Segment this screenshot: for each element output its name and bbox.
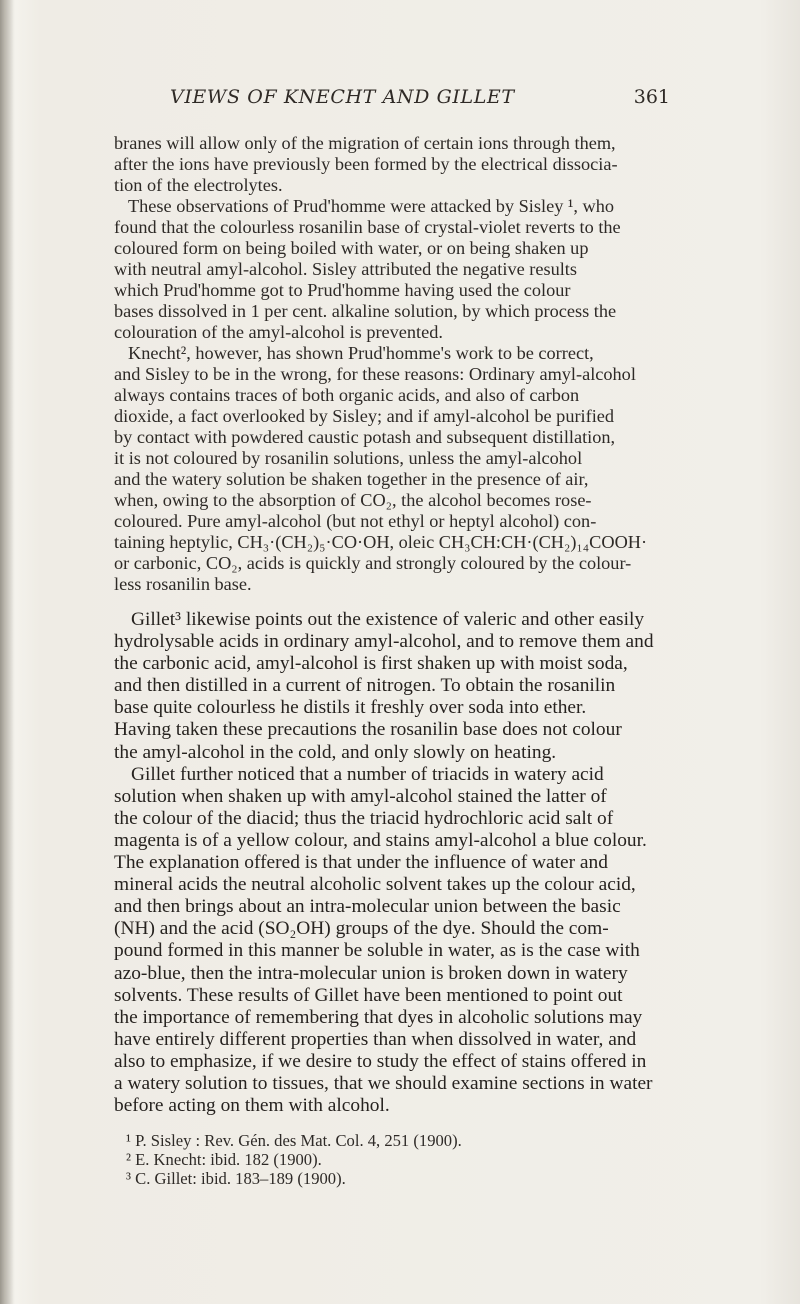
text-line: Knecht², however, has shown Prud'homme's work to be correct,: [128, 343, 594, 363]
body-text: [114, 133, 704, 1188]
paragraph-4: [114, 609, 704, 764]
text-line: it is not coloured by rosanilin solutions, unless the amyl-alcohol: [114, 448, 583, 468]
paragraph-1: [114, 133, 704, 196]
text-line: taining heptylic, CH₃·(CH₂)₅·CO·OH, oleic CH₃CH:CH·(CH₂)₁₄COOH·: [114, 532, 648, 552]
paragraph-3: [114, 343, 704, 595]
text-line: and then distilled in a current of nitrogen. To obtain the rosanilin: [114, 675, 616, 697]
text-line: less rosanilin base.: [114, 574, 252, 594]
page-binding-shadow: [0, 0, 14, 1304]
text-line: branes will allow only of the migration of certain ions through them,: [114, 133, 616, 153]
text-line: which Prud'homme got to Prud'homme having used the colour: [114, 280, 571, 300]
text-line: solvents. These results of Gillet have been mentioned to point out: [114, 984, 623, 1006]
text-line: before acting on them with alcohol.: [114, 1095, 390, 1117]
text-line: hydrolysable acids in ordinary amyl-alcohol, and to remove them and: [114, 631, 654, 653]
text-line: solution when shaken up with amyl-alcohol stained the latter of: [114, 785, 607, 807]
text-line: found that the colourless rosanilin base of crystal-violet reverts to the: [114, 217, 621, 237]
text-line: have entirely different properties than when dissolved in water, and: [114, 1028, 637, 1050]
running-head: VIEWS OF KNECHT AND GILLET: [170, 86, 515, 108]
text-line: azo-blue, then the intra-molecular union is broken down in watery: [114, 962, 628, 984]
text-line: also to emphasize, if we desire to study the effect of stains offered in: [114, 1050, 647, 1072]
footnote: ¹ P. Sisley : Rev. Gén. des Mat. Col. 4, 251 (1900).: [126, 1131, 462, 1151]
text-line: base quite colourless he distils it freshly over soda into ether.: [114, 697, 587, 719]
text-line: mineral acids the neutral alcoholic solvent takes up the colour acid,: [114, 874, 636, 896]
text-line: the importance of remembering that dyes in alcoholic solutions may: [114, 1006, 643, 1028]
text-line: colouration of the amyl-alcohol is prevented.: [114, 322, 443, 342]
text-line: Gillet further noticed that a number of triacids in watery acid: [131, 763, 604, 785]
text-line: dioxide, a fact overlooked by Sisley; and if amyl-alcohol be purified: [114, 406, 615, 426]
text-line: the amyl-alcohol in the cold, and only slowly on heating.: [114, 741, 557, 763]
text-line: These observations of Prud'homme were attacked by Sisley ¹, who: [128, 196, 615, 216]
text-line: by contact with powdered caustic potash and subsequent distillation,: [114, 427, 616, 447]
text-line: bases dissolved in 1 per cent. alkaline solution, by which process the: [114, 301, 617, 321]
text-section-lower: [114, 609, 704, 1117]
text-line: always contains traces of both organic acids, and also of carbon: [114, 385, 580, 405]
text-line: Having taken these precautions the rosanilin base does not colour: [114, 719, 622, 741]
text-line: or carbonic, CO₂, acids is quickly and strongly coloured by the colour-: [114, 553, 632, 573]
text-line: after the ions have previously been formed by the electrical dissocia-: [114, 154, 618, 174]
text-line: when, owing to the absorption of CO₂, the alcohol becomes rose-: [114, 490, 592, 510]
text-section-upper: [114, 133, 704, 595]
text-line: and then brings about an intra-molecular union between the basic: [114, 896, 621, 918]
text-line: pound formed in this manner be soluble in water, as is the case with: [114, 940, 640, 962]
text-line: the carbonic acid, amyl-alcohol is first shaken up with moist soda,: [114, 653, 628, 675]
text-line: with neutral amyl-alcohol. Sisley attributed the negative results: [114, 259, 578, 279]
paragraph-2: [114, 196, 704, 343]
paragraph-gap: [114, 595, 704, 609]
text-line: magenta is of a yellow colour, and stains amyl-alcohol a blue colour.: [114, 829, 647, 851]
text-line: Gillet³ likewise points out the existence of valeric and other easily: [131, 609, 645, 630]
paragraph-5: [114, 764, 704, 1118]
text-line: the colour of the diacid; thus the triacid hydrochloric acid salt of: [114, 807, 614, 829]
footnotes: [114, 1131, 704, 1188]
text-line: and Sisley to be in the wrong, for these reasons: Ordinary amyl-alcohol: [114, 364, 636, 384]
page-header: [170, 86, 670, 116]
page-number: 361: [633, 86, 670, 108]
text-line: tion of the electrolytes.: [114, 175, 283, 195]
text-line: a watery solution to tissues, that we should examine sections in water: [114, 1072, 653, 1094]
text-line: and the watery solution be shaken together in the presence of air,: [114, 469, 589, 489]
text-line: The explanation offered is that under the influence of water and: [114, 852, 608, 874]
text-line: coloured form on being boiled with water, or on being shaken up: [114, 238, 589, 258]
text-line: (NH) and the acid (SO₂OH) groups of the dye. Should the com-: [114, 918, 609, 940]
text-line: coloured. Pure amyl-alcohol (but not ethyl or heptyl alcohol) con-: [114, 511, 597, 531]
footnote: ³ C. Gillet: ibid. 183–189 (1900).: [126, 1169, 346, 1189]
footnote: ² E. Knecht: ibid. 182 (1900).: [126, 1150, 322, 1170]
